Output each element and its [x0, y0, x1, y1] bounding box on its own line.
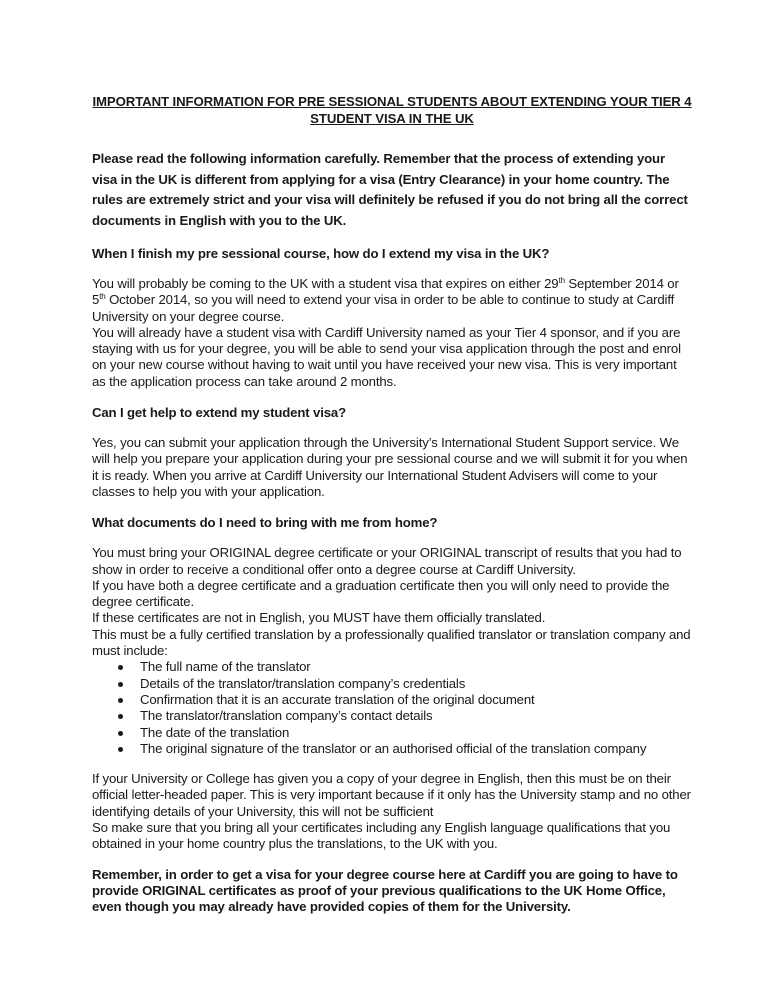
list-item: [92, 708, 692, 724]
documents-line: If you have both a degree certificate and a graduation certificate then you will only need to provide the degree certificate.: [92, 577, 670, 610]
bullet-icon: [118, 714, 123, 719]
documents-line: If these certificates are not in English, you MUST have them officially translated.: [92, 610, 546, 626]
letterhead-paragraph: If your University or College has given you a copy of your degree in English, then this must be on their official letter-headed paper. This is very important because if it only has the University stamp and no other identifying details of your University, this will not be sufficient: [92, 771, 691, 819]
closing-reminder: Remember, in order to get a visa for your degree course here at Cardiff you are going to have to provide ORIGINAL certificates as proof of your previous qualifications to the UK Home Office, even though you may already have provided copies of them for the University.: [92, 866, 678, 915]
bullet-icon: [118, 665, 123, 670]
superscript: th: [558, 276, 565, 285]
section-documents-body: [92, 545, 692, 757]
documents-line: You must bring your ORIGINAL degree certificate or your ORIGINAL transcript of results that you had to show in order to receive a conditional offer onto a degree course at Cardiff University.: [92, 545, 682, 577]
list-item: [92, 725, 692, 741]
list-item-text: The original signature of the translator or an authorised official of the translation company: [140, 740, 647, 756]
documents-line: This must be a fully certified translation by a professionally qualified translator or translation company and must include:: [92, 626, 691, 659]
text-run: September 2014 or 5: [92, 276, 679, 308]
section-extend-visa-body: [92, 276, 692, 390]
bullet-icon: [118, 747, 123, 752]
document-title: IMPORTANT INFORMATION FOR PRE SESSIONAL STUDENTS ABOUT EXTENDING YOUR TIER 4 STUDENT VISA IN THE UK: [92, 94, 692, 126]
list-item: [92, 659, 692, 675]
letterhead-advice: [92, 771, 692, 852]
list-item-text: The date of the translation: [140, 724, 290, 740]
list-item-text: Details of the translator/translation company’s credentials: [140, 675, 466, 691]
bullet-icon: [118, 682, 123, 687]
superscript: th: [99, 292, 106, 302]
intro-paragraph: Please read the following information carefully. Remember that the process of extending your visa in the UK is different from applying for a visa (Entry Clearance) in your home country. The rules are extremely strict and your visa will definitely be refused if you do not bring all the correct documents in English with you to the UK.: [92, 151, 688, 228]
bring-certificates-paragraph: So make sure that you bring all your certificates including any English language qualifications that you obtained in your home country plus the translations, to the UK with you.: [92, 820, 671, 852]
list-item: [92, 741, 692, 757]
section-heading-extend-visa: When I finish my pre sessional course, how do I extend my visa in the UK?: [92, 246, 550, 261]
text-run: October 2014, so you will need to extend your visa in order to be able to continue to study at Cardiff University on your degree course.: [92, 292, 675, 324]
bullet-icon: [118, 698, 123, 703]
help-paragraph: Yes, you can submit your application through the University’s International Student Support service. We will help you prepare your application during your pre sessional course and we will submit it for you when it is ready. When you arrive at Cardiff University our International Student Advisers will come to your classes to help you with your application.: [92, 435, 688, 499]
visa-expiry-paragraph: [92, 276, 692, 325]
list-item-text: The translator/translation company’s contact details: [140, 708, 433, 724]
list-item: [92, 676, 692, 692]
section-heading-documents: What documents do I need to bring with me from home?: [92, 515, 438, 531]
text-run: You will probably be coming to the UK with a student visa that expires on either 29: [92, 276, 559, 291]
section-heading-help: Can I get help to extend my student visa?: [92, 405, 346, 421]
list-item-text: Confirmation that it is an accurate translation of the original document: [140, 691, 535, 707]
tier4-sponsor-paragraph: You will already have a student visa with Cardiff University named as your Tier 4 sponsor, and if you are staying with us for your degree, you will be able to send your visa application through the post and enrol on your new course without having to wait until you have received your new visa. This is very important as the application process can take around 2 months.: [92, 324, 681, 389]
list-item: [92, 692, 692, 708]
section-help-body: [92, 435, 692, 500]
bullet-icon: [118, 731, 123, 736]
translation-requirements-list: [92, 659, 692, 757]
list-item-text: The full name of the translator: [140, 659, 311, 675]
document-page: [92, 93, 692, 916]
